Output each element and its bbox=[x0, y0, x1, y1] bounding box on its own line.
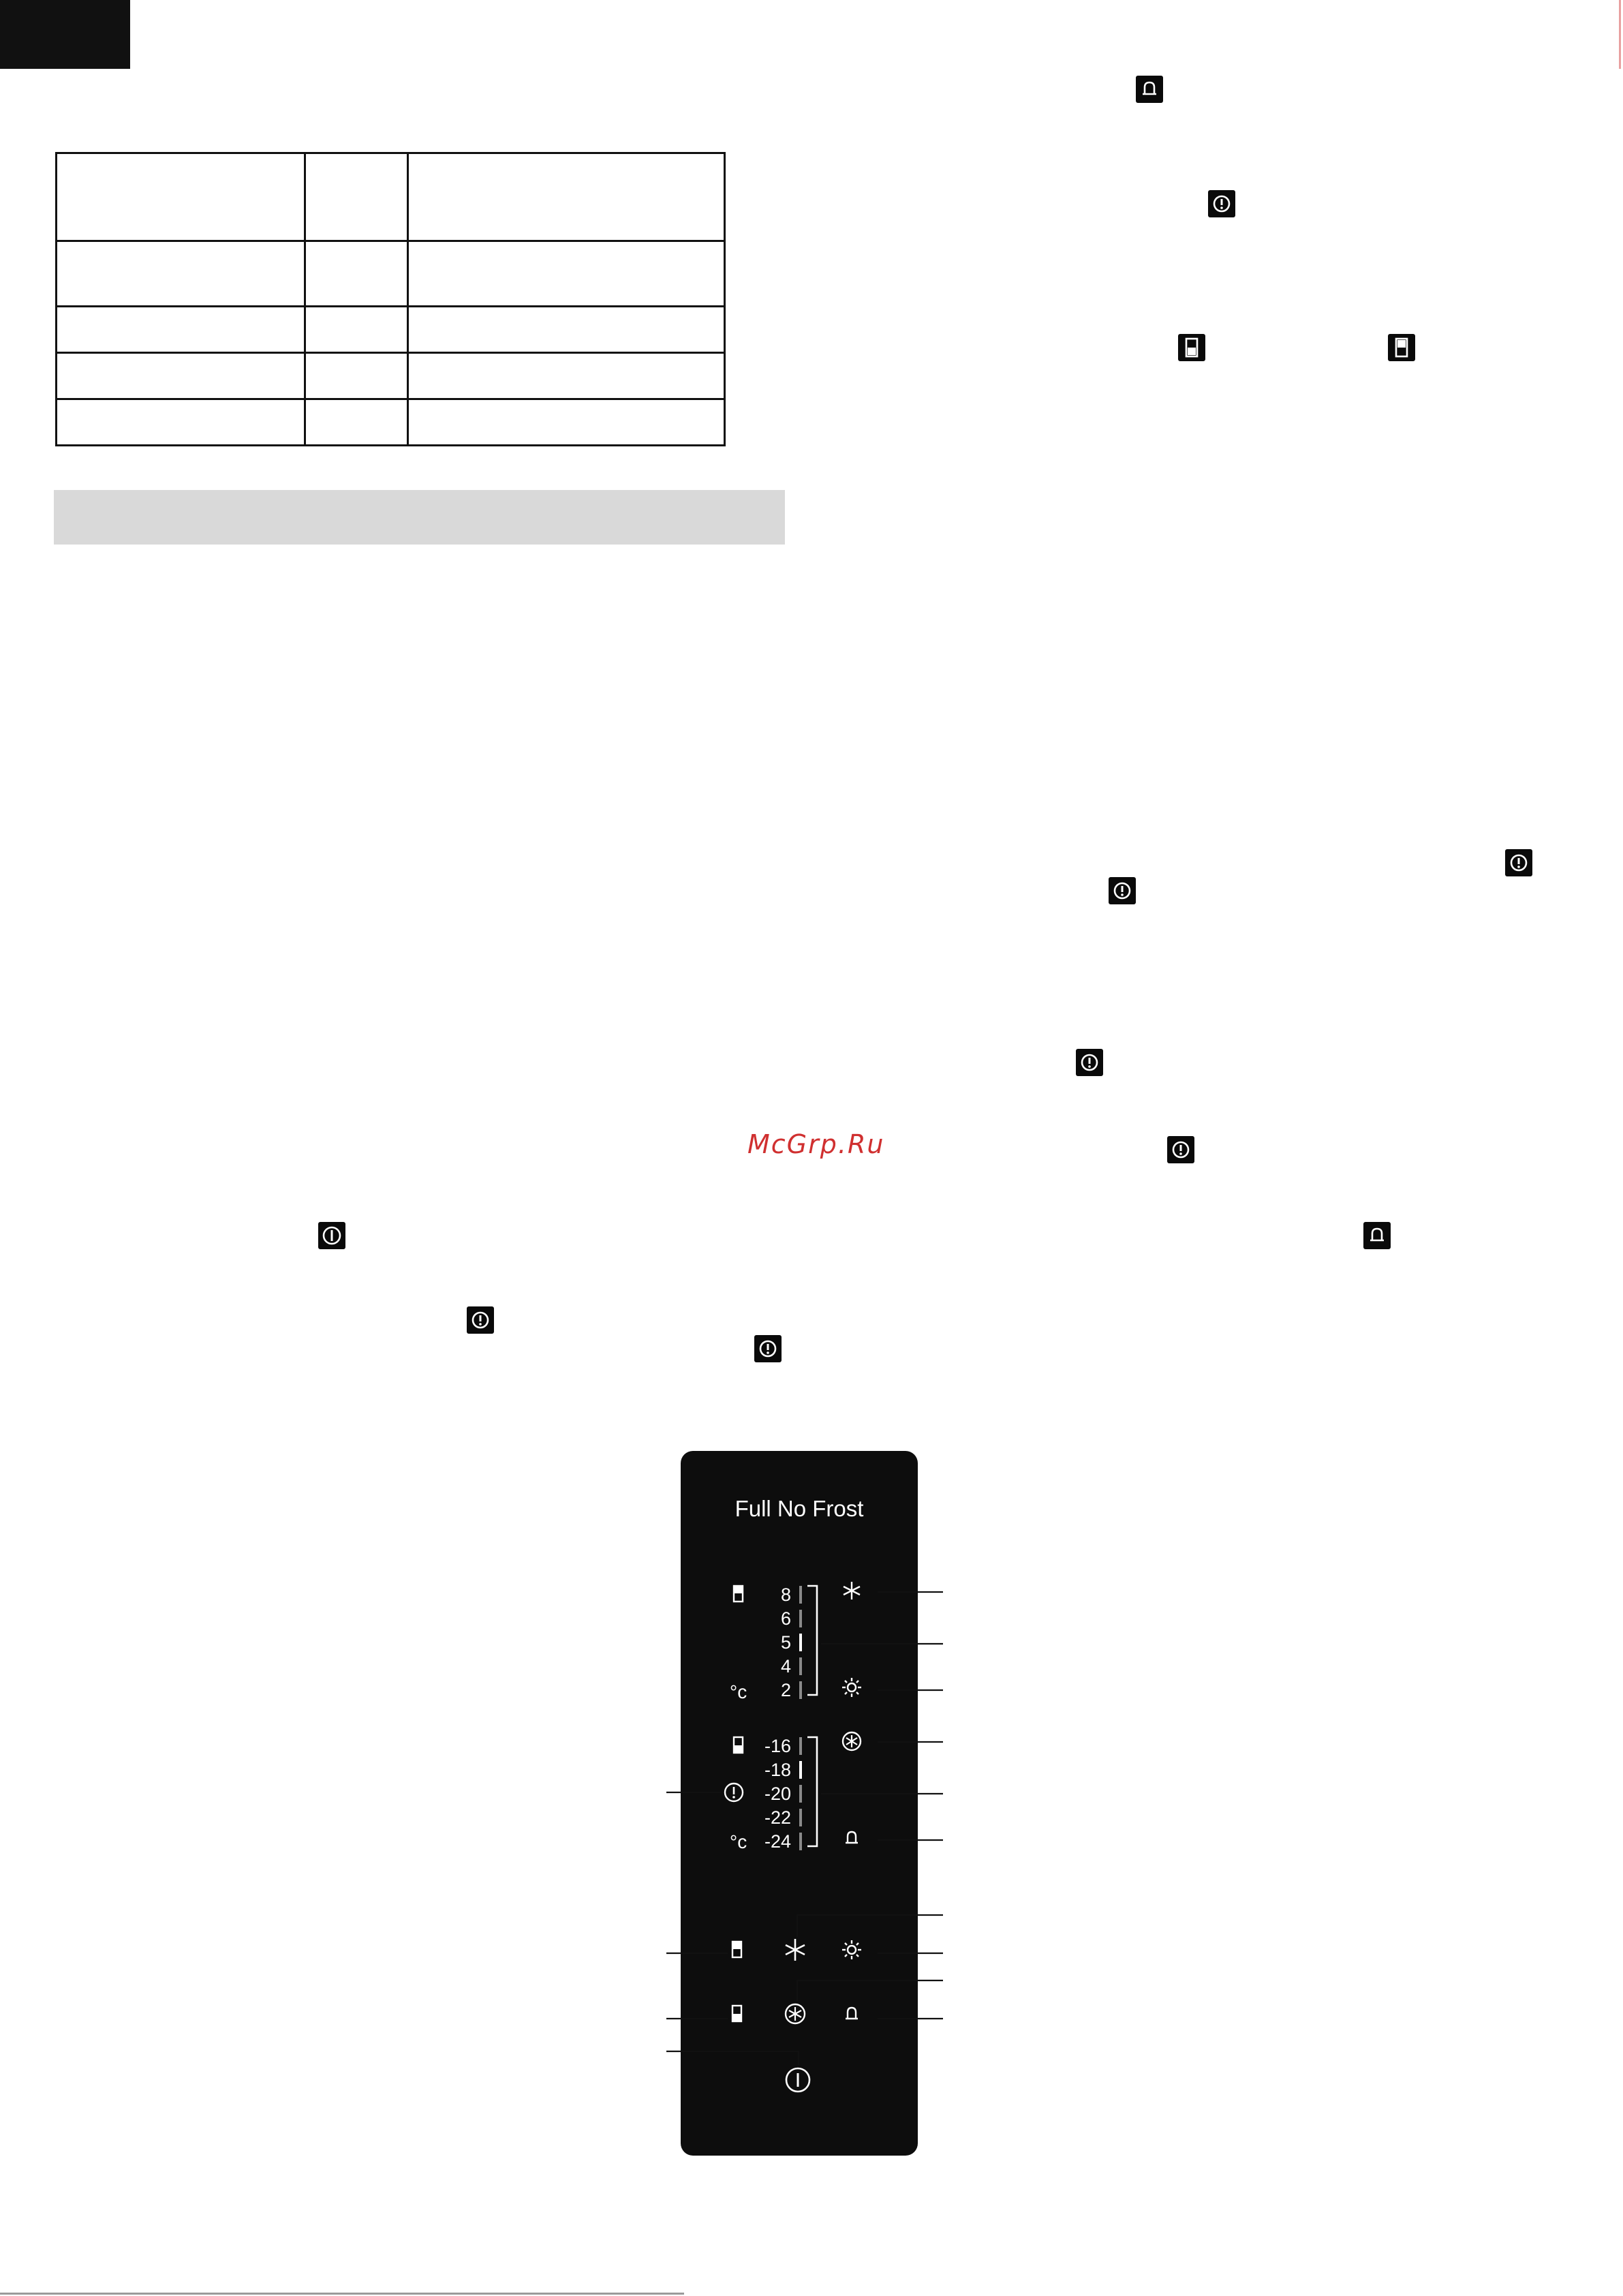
fridge-temp-6: 6 bbox=[780, 1608, 791, 1629]
fridge-unit-label: °c bbox=[730, 1681, 747, 1702]
watermark: McGrp.Ru bbox=[747, 1129, 885, 1159]
fridge-temp-8: 8 bbox=[780, 1585, 791, 1605]
fridge-temp-5: 5 bbox=[780, 1632, 791, 1653]
freezer-unit-label: °c bbox=[730, 1831, 747, 1852]
fridge-temp-2: 2 bbox=[780, 1680, 791, 1700]
freezer-temp-22: -22 bbox=[764, 1807, 791, 1828]
freezer-temp-18: -18 bbox=[764, 1760, 791, 1780]
panel-title: Full No Frost bbox=[735, 1496, 864, 1521]
freezer-temp-20: -20 bbox=[764, 1784, 791, 1804]
freezer-temp-16: -16 bbox=[764, 1736, 791, 1756]
bottom-rule bbox=[0, 2293, 684, 2295]
fridge-temp-4: 4 bbox=[780, 1656, 791, 1677]
freezer-temp-24: -24 bbox=[764, 1831, 791, 1852]
